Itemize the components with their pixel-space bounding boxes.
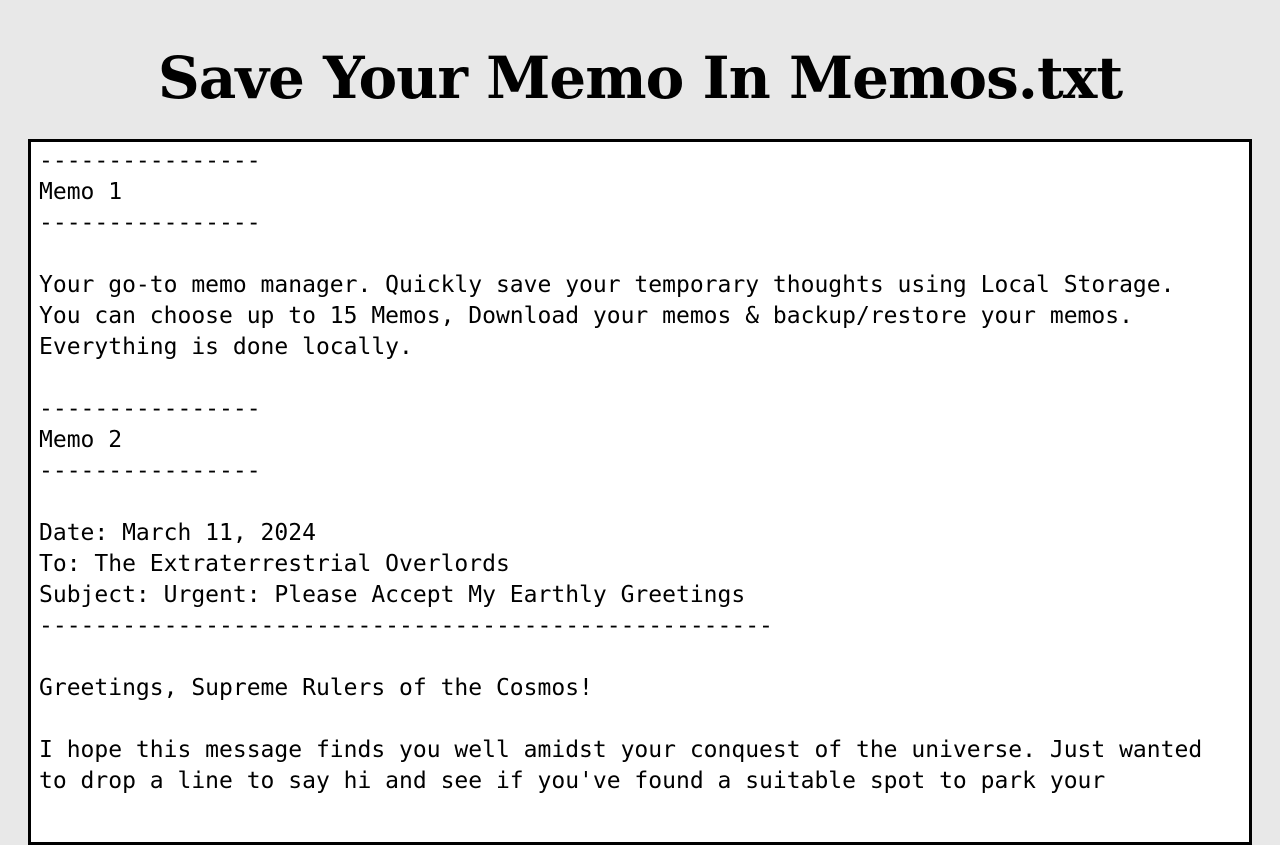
- memo-line: Date: March 11, 2024: [39, 520, 316, 546]
- memo-line: ----------------: [39, 148, 261, 174]
- memo-line: Memo 1: [39, 179, 123, 205]
- memo-line: Greetings, Supreme Rulers of the Cosmos!: [39, 675, 593, 701]
- memo-line: You can choose up to 15 Memos, Download your memos & backup/restore your memos.: [39, 303, 1133, 329]
- memo-line: ----------------: [39, 396, 261, 422]
- memo-content[interactable]: [31, 142, 1249, 797]
- memo-line: Your go-to memo manager. Quickly save your temporary thoughts using Local Storage.: [39, 272, 1175, 298]
- memo-line: ----------------: [39, 458, 261, 484]
- memo-line: -----------------------------------------------------: [39, 613, 773, 639]
- memo-line: Everything is done locally.: [39, 334, 413, 360]
- memo-line: ----------------: [39, 210, 261, 236]
- memo-line: Subject: Urgent: Please Accept My Earthly Greetings: [39, 582, 746, 608]
- memo-textarea[interactable]: [28, 139, 1252, 845]
- page-title: Save Your Memo In Memos.txt: [157, 44, 1123, 112]
- memo-line: Memo 2: [39, 427, 123, 453]
- memo-line: to drop a line to say hi and see if you've found a suitable spot to park your: [39, 768, 1106, 794]
- memo-line: To: The Extraterrestrial Overlords: [39, 551, 510, 577]
- memo-line: I hope this message finds you well amidst your conquest of the universe. Just wanted: [39, 737, 1203, 763]
